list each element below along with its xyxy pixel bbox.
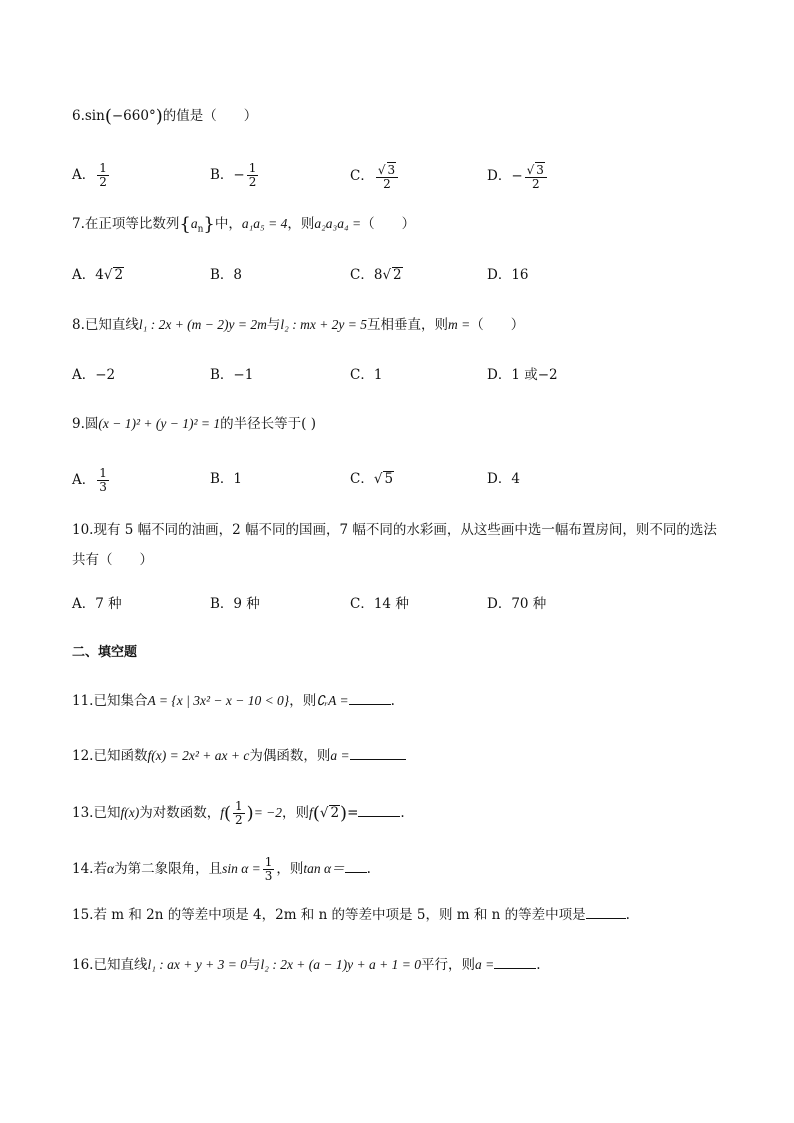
q8-option-b[interactable]: B．−1 bbox=[210, 367, 254, 383]
q6-option-b[interactable]: B．− $\frac{1}{2}$ bbox=[210, 161, 257, 189]
q12-answer-blank[interactable] bbox=[350, 745, 406, 760]
q14-answer-blank[interactable] bbox=[345, 858, 367, 873]
question-9: 9.圆(x − 1)² + (y − 1)² = 1的半径长等于( ) bbox=[72, 416, 316, 432]
q8-option-c[interactable]: C．1 bbox=[350, 367, 383, 383]
q16-answer-blank[interactable] bbox=[494, 954, 536, 969]
q13-answer-blank[interactable] bbox=[358, 802, 400, 817]
q15-answer-blank[interactable] bbox=[586, 904, 626, 919]
section-heading: 二、填空题 bbox=[72, 645, 138, 660]
q6-prefix: 6.sin bbox=[72, 108, 105, 124]
q10-option-a[interactable]: A．7 种 bbox=[72, 596, 122, 612]
question-14: 14.若α为第二象限角，且sin α = $\frac{1}{3}$ ，则tan α＝ . bbox=[72, 855, 371, 883]
q9-option-b[interactable]: B．1 bbox=[210, 471, 243, 487]
q7-option-a[interactable]: A．4√ 2 bbox=[72, 267, 124, 283]
q8-option-d[interactable]: D．1 或−2 bbox=[487, 367, 558, 383]
q6-option-c[interactable]: C． $\frac{√ 3}{2}$ bbox=[350, 162, 400, 191]
q8-option-a[interactable]: A．−2 bbox=[72, 367, 116, 383]
q7-option-c[interactable]: C．8√ 2 bbox=[350, 267, 402, 283]
q7-option-b[interactable]: B．8 bbox=[210, 267, 243, 283]
question-11: 11.已知集合A = {x | 3x² − x − 10 < 0}，则∁ᵣA = . bbox=[72, 690, 395, 711]
q7-option-d[interactable]: D．16 bbox=[487, 267, 529, 283]
question-8: 8.已知直线l₁ : 2x + (m − 2)y = 2m与l₂ : mx + 2y = 5互相垂直，则m =（ ） bbox=[72, 317, 525, 333]
question-7: 7.在正项等比数列$\{a_n\}$中，a₁a₅ = 4，则a₂a₃a₄ =（ ） bbox=[72, 214, 416, 235]
question-15: 15.若 m 和 2n 的等差中项是 4，2m 和 n 的等差中项是 5，则 m 和 n 的等差中项是 . bbox=[72, 904, 630, 925]
q9-option-a[interactable]: A． $\frac{1}{3}$ bbox=[72, 466, 107, 494]
q9-option-c[interactable]: C．√ 5 bbox=[350, 471, 394, 487]
q11-answer-blank[interactable] bbox=[349, 690, 391, 705]
q10-option-c[interactable]: C．14 种 bbox=[350, 596, 409, 612]
question-12: 12.已知函数f(x) = 2x² + ax + c为偶函数，则a = bbox=[72, 745, 406, 766]
q9-option-d[interactable]: D．4 bbox=[487, 471, 520, 487]
q6-arg: −660° bbox=[111, 108, 156, 124]
q6-suffix: 的值是（ ） bbox=[162, 108, 258, 124]
question-16: 16.已知直线l₁ : ax + y + 3 = 0与l₂ : 2x + (a − 1)y + a + 1 = 0平行，则a = . bbox=[72, 954, 541, 975]
question-10-line-2: 共有（ ） bbox=[72, 552, 153, 568]
q10-option-b[interactable]: B．9 种 bbox=[210, 596, 260, 612]
q10-option-d[interactable]: D．70 种 bbox=[487, 596, 547, 612]
q6-option-a[interactable]: A． $\frac{1}{2}$ bbox=[72, 161, 107, 189]
question-13: 13.已知f(x)为对数函数，f( $\frac{1}{2}$ )= −2，则f(√ 2)= . bbox=[72, 799, 405, 827]
question-10-line-1: 10.现有 5 幅不同的油画，2 幅不同的国画，7 幅不同的水彩画，从这些画中选一幅布置房间，则不同的选法 bbox=[72, 522, 717, 538]
question-6: 6.sin(−660°)的值是（ ） bbox=[72, 106, 258, 127]
q6-option-d[interactable]: D．− $\frac{√ 3}{2}$ bbox=[487, 162, 549, 191]
